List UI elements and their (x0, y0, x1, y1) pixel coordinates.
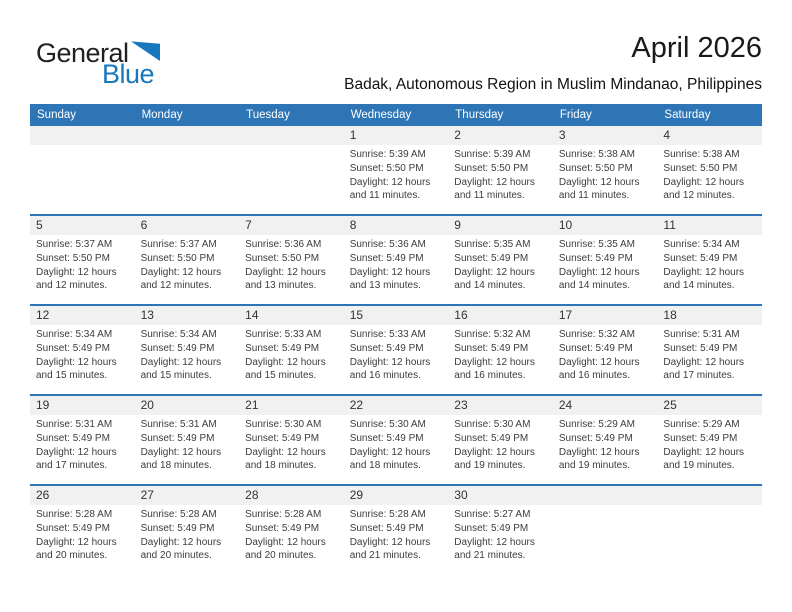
daylight-text: Daylight: 12 hours and 13 minutes. (349, 266, 431, 292)
logo-triangle-icon (131, 41, 160, 61)
week-row-5 (30, 484, 762, 574)
sunset-text: Sunset: 5:50 PM (245, 252, 320, 264)
daylight-text: Daylight: 12 hours and 21 minutes. (349, 536, 431, 562)
weekday-label-wednesday: Wednesday (350, 109, 412, 121)
sunset-text: Sunset: 5:50 PM (663, 162, 738, 174)
day-details (135, 415, 240, 473)
daylight-text: Daylight: 12 hours and 18 minutes. (349, 446, 431, 472)
sunset-text: Sunset: 5:50 PM (140, 252, 215, 264)
sunrise-text: Sunrise: 5:28 AM (245, 509, 322, 520)
daylight-text: Daylight: 12 hours and 14 minutes. (454, 266, 535, 292)
sunrise-text: Sunrise: 5:27 AM (454, 509, 531, 520)
daylight-text: Daylight: 12 hours and 15 minutes. (245, 356, 326, 382)
sunrise-text: Sunrise: 5:38 AM (663, 149, 740, 160)
weekday-label-thursday: Thursday (455, 109, 504, 121)
sunrise-text: Sunrise: 5:30 AM (245, 419, 322, 430)
sunrise-text: Sunrise: 5:37 AM (140, 239, 217, 250)
day-details (448, 235, 553, 293)
week-row-2 (30, 214, 762, 304)
day-cell-19 (30, 396, 135, 484)
sunset-text: Sunset: 5:49 PM (558, 432, 633, 444)
day-details (344, 505, 449, 563)
empty-day-cell (239, 126, 344, 214)
day-number: 26 (30, 486, 135, 505)
day-cell-3 (553, 126, 658, 214)
day-details (344, 145, 449, 203)
sunrise-text: Sunrise: 5:32 AM (454, 329, 531, 340)
sunset-text: Sunset: 5:49 PM (454, 432, 529, 444)
logo-text-general: General (36, 38, 129, 68)
daylight-text: Daylight: 12 hours and 12 minutes. (140, 266, 222, 292)
day-number: 17 (553, 306, 658, 325)
general-blue-logo (36, 38, 176, 88)
day-cell-9 (448, 216, 553, 304)
daylight-text: Daylight: 12 hours and 12 minutes. (663, 176, 745, 202)
day-number: 22 (344, 396, 449, 415)
daylight-text: Daylight: 12 hours and 17 minutes. (663, 356, 745, 382)
day-cell-16 (448, 306, 553, 394)
sunrise-text: Sunrise: 5:36 AM (349, 239, 426, 250)
daylight-text: Daylight: 12 hours and 20 minutes. (36, 536, 117, 562)
empty-day-cell (657, 486, 762, 574)
day-number: 2 (448, 126, 553, 145)
sunset-text: Sunset: 5:49 PM (140, 432, 215, 444)
sunset-text: Sunset: 5:49 PM (245, 522, 320, 534)
day-cell-11 (657, 216, 762, 304)
day-cell-20 (135, 396, 240, 484)
sunset-text: Sunset: 5:49 PM (663, 252, 738, 264)
day-cell-21 (239, 396, 344, 484)
day-details (553, 145, 658, 203)
day-number: 16 (448, 306, 553, 325)
day-cell-5 (30, 216, 135, 304)
day-details (448, 415, 553, 473)
daylight-text: Daylight: 12 hours and 14 minutes. (663, 266, 745, 292)
daylight-text: Daylight: 12 hours and 15 minutes. (140, 356, 222, 382)
day-cell-1 (344, 126, 449, 214)
empty-day-band (657, 486, 762, 505)
day-details (657, 145, 762, 203)
day-cell-22 (344, 396, 449, 484)
day-cell-10 (553, 216, 658, 304)
sunrise-text: Sunrise: 5:32 AM (558, 329, 635, 340)
sunrise-text: Sunrise: 5:33 AM (349, 329, 426, 340)
sunset-text: Sunset: 5:49 PM (36, 432, 110, 444)
sunset-text: Sunset: 5:49 PM (349, 432, 424, 444)
day-cell-6 (135, 216, 240, 304)
day-number: 11 (657, 216, 762, 235)
day-number: 27 (135, 486, 240, 505)
daylight-text: Daylight: 12 hours and 18 minutes. (245, 446, 326, 472)
day-number: 29 (344, 486, 449, 505)
daylight-text: Daylight: 12 hours and 16 minutes. (349, 356, 431, 382)
day-details (657, 325, 762, 383)
day-number: 25 (657, 396, 762, 415)
day-details (448, 145, 553, 203)
day-number: 18 (657, 306, 762, 325)
sunrise-text: Sunrise: 5:33 AM (245, 329, 322, 340)
day-cell-24 (553, 396, 658, 484)
sunset-text: Sunset: 5:49 PM (349, 522, 424, 534)
sunset-text: Sunset: 5:49 PM (454, 522, 529, 534)
weekday-label-tuesday: Tuesday (246, 109, 290, 121)
day-details (135, 235, 240, 293)
daylight-text: Daylight: 12 hours and 19 minutes. (558, 446, 640, 472)
day-details (239, 415, 344, 473)
sunrise-text: Sunrise: 5:28 AM (140, 509, 217, 520)
sunset-text: Sunset: 5:49 PM (36, 522, 110, 534)
sunrise-text: Sunrise: 5:28 AM (349, 509, 426, 520)
weekday-header-row (30, 104, 762, 126)
sunrise-text: Sunrise: 5:34 AM (663, 239, 740, 250)
day-details (553, 235, 658, 293)
day-number: 3 (553, 126, 658, 145)
daylight-text: Daylight: 12 hours and 11 minutes. (454, 176, 535, 202)
sunset-text: Sunset: 5:49 PM (454, 252, 529, 264)
sunrise-text: Sunrise: 5:31 AM (36, 419, 113, 430)
day-cell-7 (239, 216, 344, 304)
sunrise-text: Sunrise: 5:36 AM (245, 239, 322, 250)
day-cell-8 (344, 216, 449, 304)
sunrise-text: Sunrise: 5:30 AM (454, 419, 531, 430)
daylight-text: Daylight: 12 hours and 18 minutes. (140, 446, 222, 472)
daylight-text: Daylight: 12 hours and 12 minutes. (36, 266, 117, 292)
sunset-text: Sunset: 5:49 PM (245, 342, 320, 354)
day-cell-2 (448, 126, 553, 214)
day-number: 6 (135, 216, 240, 235)
sunset-text: Sunset: 5:49 PM (140, 522, 215, 534)
daylight-text: Daylight: 12 hours and 16 minutes. (558, 356, 640, 382)
day-details (657, 415, 762, 473)
daylight-text: Daylight: 12 hours and 20 minutes. (245, 536, 326, 562)
sunset-text: Sunset: 5:49 PM (663, 342, 738, 354)
day-number: 7 (239, 216, 344, 235)
day-number: 4 (657, 126, 762, 145)
day-details (135, 505, 240, 563)
sunrise-text: Sunrise: 5:30 AM (349, 419, 426, 430)
day-details (657, 235, 762, 293)
day-cell-29 (344, 486, 449, 574)
sunrise-text: Sunrise: 5:29 AM (558, 419, 635, 430)
day-number: 30 (448, 486, 553, 505)
sunset-text: Sunset: 5:50 PM (349, 162, 424, 174)
day-details (30, 415, 135, 473)
daylight-text: Daylight: 12 hours and 20 minutes. (140, 536, 222, 562)
daylight-text: Daylight: 12 hours and 17 minutes. (36, 446, 117, 472)
daylight-text: Daylight: 12 hours and 14 minutes. (558, 266, 640, 292)
day-number: 14 (239, 306, 344, 325)
day-details (344, 415, 449, 473)
sunrise-text: Sunrise: 5:38 AM (558, 149, 635, 160)
sunset-text: Sunset: 5:49 PM (36, 342, 110, 354)
day-details (239, 325, 344, 383)
daylight-text: Daylight: 12 hours and 13 minutes. (245, 266, 326, 292)
sunset-text: Sunset: 5:49 PM (663, 432, 738, 444)
empty-day-band (30, 126, 135, 145)
day-cell-17 (553, 306, 658, 394)
sunset-text: Sunset: 5:50 PM (36, 252, 110, 264)
location-subtitle: Badak, Autonomous Region in Muslim Mindanao, Philippines (344, 76, 762, 93)
day-number: 13 (135, 306, 240, 325)
daylight-text: Daylight: 12 hours and 19 minutes. (663, 446, 745, 472)
weekday-label-saturday: Saturday (664, 109, 711, 121)
day-cell-30 (448, 486, 553, 574)
day-details (448, 325, 553, 383)
daylight-text: Daylight: 12 hours and 11 minutes. (558, 176, 640, 202)
daylight-text: Daylight: 12 hours and 16 minutes. (454, 356, 535, 382)
day-number: 21 (239, 396, 344, 415)
empty-day-cell (135, 126, 240, 214)
sunrise-text: Sunrise: 5:35 AM (558, 239, 635, 250)
weekday-label-sunday: Sunday (37, 109, 77, 121)
sunrise-text: Sunrise: 5:29 AM (663, 419, 740, 430)
sunset-text: Sunset: 5:50 PM (558, 162, 633, 174)
sunset-text: Sunset: 5:49 PM (245, 432, 320, 444)
empty-day-band (239, 126, 344, 145)
daylight-text: Daylight: 12 hours and 15 minutes. (36, 356, 117, 382)
day-cell-26 (30, 486, 135, 574)
header-titles (344, 32, 762, 94)
day-details (344, 235, 449, 293)
empty-day-cell (553, 486, 658, 574)
weekday-label-friday: Friday (559, 109, 592, 121)
day-details (239, 505, 344, 563)
day-number: 5 (30, 216, 135, 235)
day-details (239, 235, 344, 293)
day-number: 10 (553, 216, 658, 235)
sunrise-text: Sunrise: 5:31 AM (663, 329, 740, 340)
sunrise-text: Sunrise: 5:31 AM (140, 419, 217, 430)
day-cell-27 (135, 486, 240, 574)
sunset-text: Sunset: 5:49 PM (349, 252, 424, 264)
sunset-text: Sunset: 5:49 PM (454, 342, 529, 354)
day-cell-28 (239, 486, 344, 574)
empty-day-band (135, 126, 240, 145)
day-number: 20 (135, 396, 240, 415)
week-row-1 (30, 126, 762, 214)
sunrise-text: Sunrise: 5:39 AM (349, 149, 426, 160)
day-number: 28 (239, 486, 344, 505)
week-row-3 (30, 304, 762, 394)
day-details (448, 505, 553, 563)
month-title: April 2026 (631, 32, 762, 64)
logo-text-blue: Blue (102, 59, 155, 89)
day-cell-13 (135, 306, 240, 394)
sunrise-text: Sunrise: 5:39 AM (454, 149, 531, 160)
sunrise-text: Sunrise: 5:35 AM (454, 239, 531, 250)
weekday-label-monday: Monday (141, 109, 183, 121)
day-details (135, 325, 240, 383)
day-details (553, 415, 658, 473)
day-number: 8 (344, 216, 449, 235)
day-cell-4 (657, 126, 762, 214)
day-details (344, 325, 449, 383)
day-details (30, 505, 135, 563)
sunrise-text: Sunrise: 5:37 AM (36, 239, 113, 250)
day-details (30, 235, 135, 293)
sunrise-text: Sunrise: 5:34 AM (36, 329, 113, 340)
day-details (553, 325, 658, 383)
daylight-text: Daylight: 12 hours and 21 minutes. (454, 536, 535, 562)
calendar-table (30, 104, 762, 574)
sunset-text: Sunset: 5:49 PM (140, 342, 215, 354)
sunset-text: Sunset: 5:49 PM (349, 342, 424, 354)
empty-day-band (553, 486, 658, 505)
day-number: 12 (30, 306, 135, 325)
day-number: 9 (448, 216, 553, 235)
day-cell-18 (657, 306, 762, 394)
day-number: 15 (344, 306, 449, 325)
day-cell-14 (239, 306, 344, 394)
day-number: 19 (30, 396, 135, 415)
day-details (30, 325, 135, 383)
day-cell-12 (30, 306, 135, 394)
day-cell-23 (448, 396, 553, 484)
day-number: 23 (448, 396, 553, 415)
sunset-text: Sunset: 5:49 PM (558, 342, 633, 354)
daylight-text: Daylight: 12 hours and 11 minutes. (349, 176, 431, 202)
empty-day-cell (30, 126, 135, 214)
week-row-4 (30, 394, 762, 484)
daylight-text: Daylight: 12 hours and 19 minutes. (454, 446, 535, 472)
calendar-grid (30, 126, 762, 574)
day-number: 1 (344, 126, 449, 145)
sunrise-text: Sunrise: 5:28 AM (36, 509, 113, 520)
sunset-text: Sunset: 5:50 PM (454, 162, 529, 174)
day-cell-15 (344, 306, 449, 394)
day-cell-25 (657, 396, 762, 484)
day-number: 24 (553, 396, 658, 415)
sunrise-text: Sunrise: 5:34 AM (140, 329, 217, 340)
sunset-text: Sunset: 5:49 PM (558, 252, 633, 264)
